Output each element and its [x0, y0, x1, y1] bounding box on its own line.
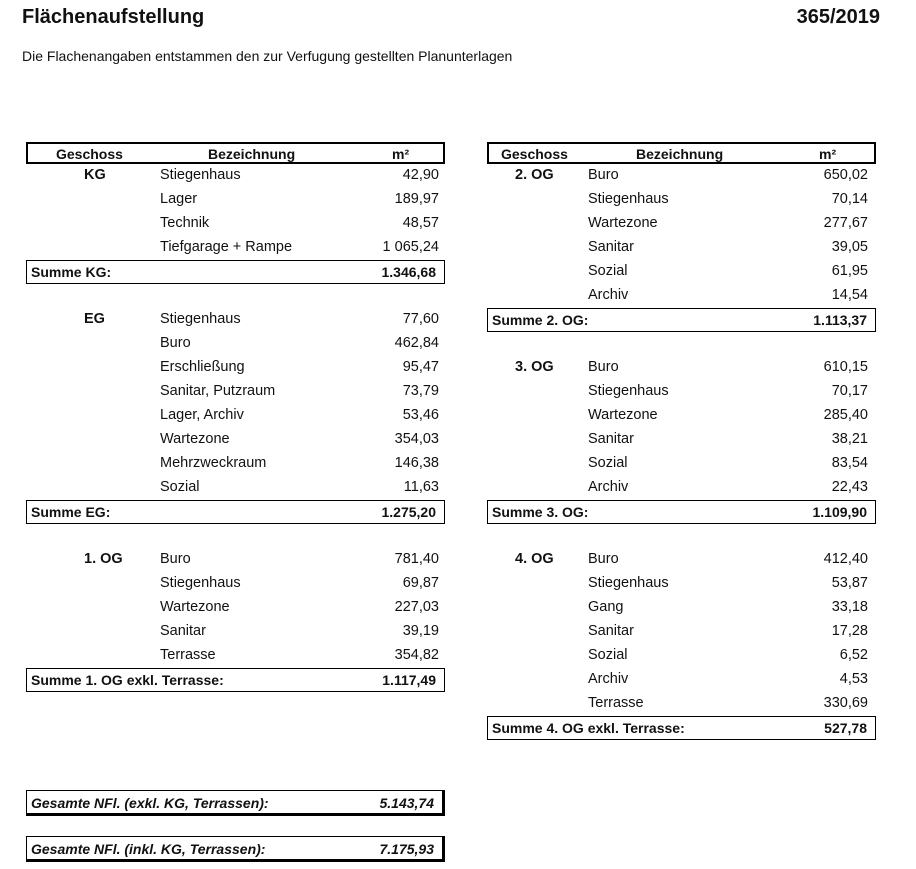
bezeichnung-header: Bezeichnung: [208, 146, 296, 162]
area-value: 354,82: [394, 647, 439, 663]
area-value: 70,14: [831, 191, 868, 207]
room-name: Buro: [160, 335, 191, 351]
table-row: [487, 572, 876, 596]
area-value: 22,43: [831, 479, 868, 495]
total-value: 5.143,74: [379, 795, 434, 811]
table-row: [26, 476, 445, 500]
area-value: 83,54: [831, 455, 868, 471]
area-value: 77,60: [402, 311, 439, 327]
room-name: Technik: [160, 215, 210, 231]
floor-label: EG: [84, 311, 105, 327]
area-value: 33,18: [831, 599, 868, 615]
table-row: [26, 548, 445, 572]
room-name: Mehrzweckraum: [160, 455, 267, 471]
table-row: [26, 572, 445, 596]
geschoss-header: Geschoss: [501, 146, 568, 162]
area-value: 39,05: [831, 239, 868, 255]
area-value: 412,40: [823, 551, 868, 567]
room-name: Buro: [588, 359, 619, 375]
area-header: m²: [819, 146, 837, 162]
area-value: 781,40: [394, 551, 439, 567]
table-row: [487, 476, 876, 500]
total-exkl-box: [26, 790, 445, 816]
floor-sum: [487, 500, 876, 524]
table-header: [26, 142, 445, 164]
area-value: 189,97: [394, 191, 439, 207]
table-row: [487, 404, 876, 428]
area-value: 53,46: [402, 407, 439, 423]
room-name: Wartezone: [160, 431, 230, 447]
table-row: [487, 212, 876, 236]
area-value: 53,87: [831, 575, 868, 591]
floor-sum: [26, 500, 445, 524]
room-name: Sozial: [588, 647, 628, 663]
subtitle: Die Flachenangaben entstammen den zur Verfugung gestellten Planunterlagen: [22, 48, 513, 64]
room-name: Tiefgarage + Rampe: [160, 239, 293, 255]
table-row: [487, 164, 876, 188]
area-value: 39,19: [402, 623, 439, 639]
table-row: [487, 356, 876, 380]
table-row: [26, 404, 445, 428]
room-name: Sozial: [160, 479, 200, 495]
table-row: [487, 188, 876, 212]
sum-label: Summe 4. OG exkl. Terrasse:: [492, 720, 685, 736]
floor-sum: [487, 308, 876, 332]
area-value: 6,52: [839, 647, 868, 663]
room-name: Buro: [160, 551, 191, 567]
document-number: 365/2019: [796, 6, 880, 28]
room-name: Stiegenhaus: [160, 167, 241, 183]
total-label: Gesamte NFl. (inkl. KG, Terrassen):: [31, 841, 266, 857]
table-row: [26, 452, 445, 476]
room-name: Stiegenhaus: [588, 191, 669, 207]
table-row: [26, 164, 445, 188]
floor-sum: [26, 260, 445, 284]
area-value: 17,28: [831, 623, 868, 639]
area-value: 48,57: [402, 215, 439, 231]
area-value: 227,03: [394, 599, 439, 615]
area-value: 95,47: [402, 359, 439, 375]
sum-value: 1.109,90: [812, 504, 867, 520]
floor-label: KG: [84, 167, 106, 183]
area-value: 146,38: [394, 455, 439, 471]
total-value: 7.175,93: [379, 841, 434, 857]
room-name: Stiegenhaus: [588, 383, 669, 399]
table-row: [487, 284, 876, 308]
table-row: [26, 308, 445, 332]
room-name: Wartezone: [588, 407, 658, 423]
room-name: Stiegenhaus: [160, 575, 241, 591]
sum-value: 1.275,20: [381, 504, 436, 520]
table-row: [26, 236, 445, 260]
room-name: Buro: [588, 167, 619, 183]
page-title: Flächenaufstellung: [22, 6, 205, 28]
table-row: [487, 644, 876, 668]
room-name: Buro: [588, 551, 619, 567]
area-value: 1 065,24: [382, 239, 439, 255]
table-row: [26, 212, 445, 236]
room-name: Sozial: [588, 455, 628, 471]
room-name: Sozial: [588, 263, 628, 279]
area-value: 650,02: [823, 167, 868, 183]
table-row: [26, 596, 445, 620]
area-value: 42,90: [402, 167, 439, 183]
room-name: Stiegenhaus: [588, 575, 669, 591]
area-value: 38,21: [831, 431, 868, 447]
table-row: [26, 380, 445, 404]
room-name: Wartezone: [160, 599, 230, 615]
right-area-table: [487, 142, 876, 740]
sum-value: 1.113,37: [813, 312, 867, 328]
sum-label: Summe EG:: [31, 504, 111, 520]
table-row: [487, 548, 876, 572]
room-name: Erschließung: [160, 359, 245, 375]
sum-label: Summe 3. OG:: [492, 504, 589, 520]
table-row: [487, 668, 876, 692]
sum-label: Summe KG:: [31, 264, 112, 280]
area-value: 11,63: [403, 479, 439, 495]
sum-value: 1.346,68: [381, 264, 436, 280]
table-row: [26, 356, 445, 380]
table-row: [487, 620, 876, 644]
sum-value: 1.117,49: [382, 672, 436, 688]
room-name: Sanitar: [588, 431, 634, 447]
floor-label: 3. OG: [515, 359, 554, 375]
table-row: [26, 188, 445, 212]
room-name: Stiegenhaus: [160, 311, 241, 327]
table-row: [487, 596, 876, 620]
area-value: 61,95: [831, 263, 868, 279]
floor-sum: [487, 716, 876, 740]
room-name: Archiv: [588, 287, 629, 303]
area-value: 4,53: [839, 671, 868, 687]
table-row: [487, 236, 876, 260]
area-value: 73,79: [402, 383, 439, 399]
area-value: 69,87: [402, 575, 439, 591]
room-name: Gang: [588, 599, 624, 615]
area-value: 70,17: [831, 383, 868, 399]
sum-label: Summe 1. OG exkl. Terrasse:: [31, 672, 224, 688]
area-value: 462,84: [394, 335, 439, 351]
table-row: [26, 620, 445, 644]
room-name: Archiv: [588, 671, 629, 687]
sum-value: 527,78: [824, 720, 867, 736]
room-name: Archiv: [588, 479, 629, 495]
table-row: [26, 332, 445, 356]
table-header: [487, 142, 876, 164]
room-name: Wartezone: [588, 215, 658, 231]
room-name: Sanitar: [588, 623, 634, 639]
area-value: 610,15: [823, 359, 868, 375]
area-header: m²: [392, 146, 410, 162]
bezeichnung-header: Bezeichnung: [636, 146, 724, 162]
floor-label: 1. OG: [84, 551, 123, 567]
area-value: 14,54: [831, 287, 868, 303]
room-name: Sanitar, Putzraum: [160, 383, 276, 399]
room-name: Terrasse: [588, 695, 644, 711]
table-row: [487, 692, 876, 716]
total-label: Gesamte NFl. (exkl. KG, Terrassen):: [31, 795, 269, 811]
geschoss-header: Geschoss: [56, 146, 123, 162]
room-name: Lager: [160, 191, 198, 207]
room-name: Lager, Archiv: [160, 407, 244, 423]
table-row: [487, 260, 876, 284]
table-row: [487, 380, 876, 404]
floor-label: 2. OG: [515, 167, 554, 183]
floor-label: 4. OG: [515, 551, 554, 567]
sum-label: Summe 2. OG:: [492, 312, 589, 328]
room-name: Terrasse: [160, 647, 216, 663]
table-row: [487, 428, 876, 452]
table-row: [26, 428, 445, 452]
total-inkl-box: [26, 836, 445, 862]
table-row: [26, 644, 445, 668]
area-value: 277,67: [823, 215, 868, 231]
floor-sum: [26, 668, 445, 692]
room-name: Sanitar: [588, 239, 634, 255]
area-value: 330,69: [823, 695, 868, 711]
area-value: 285,40: [823, 407, 868, 423]
left-area-table: [26, 142, 445, 692]
area-value: 354,03: [394, 431, 439, 447]
table-row: [487, 452, 876, 476]
room-name: Sanitar: [160, 623, 206, 639]
